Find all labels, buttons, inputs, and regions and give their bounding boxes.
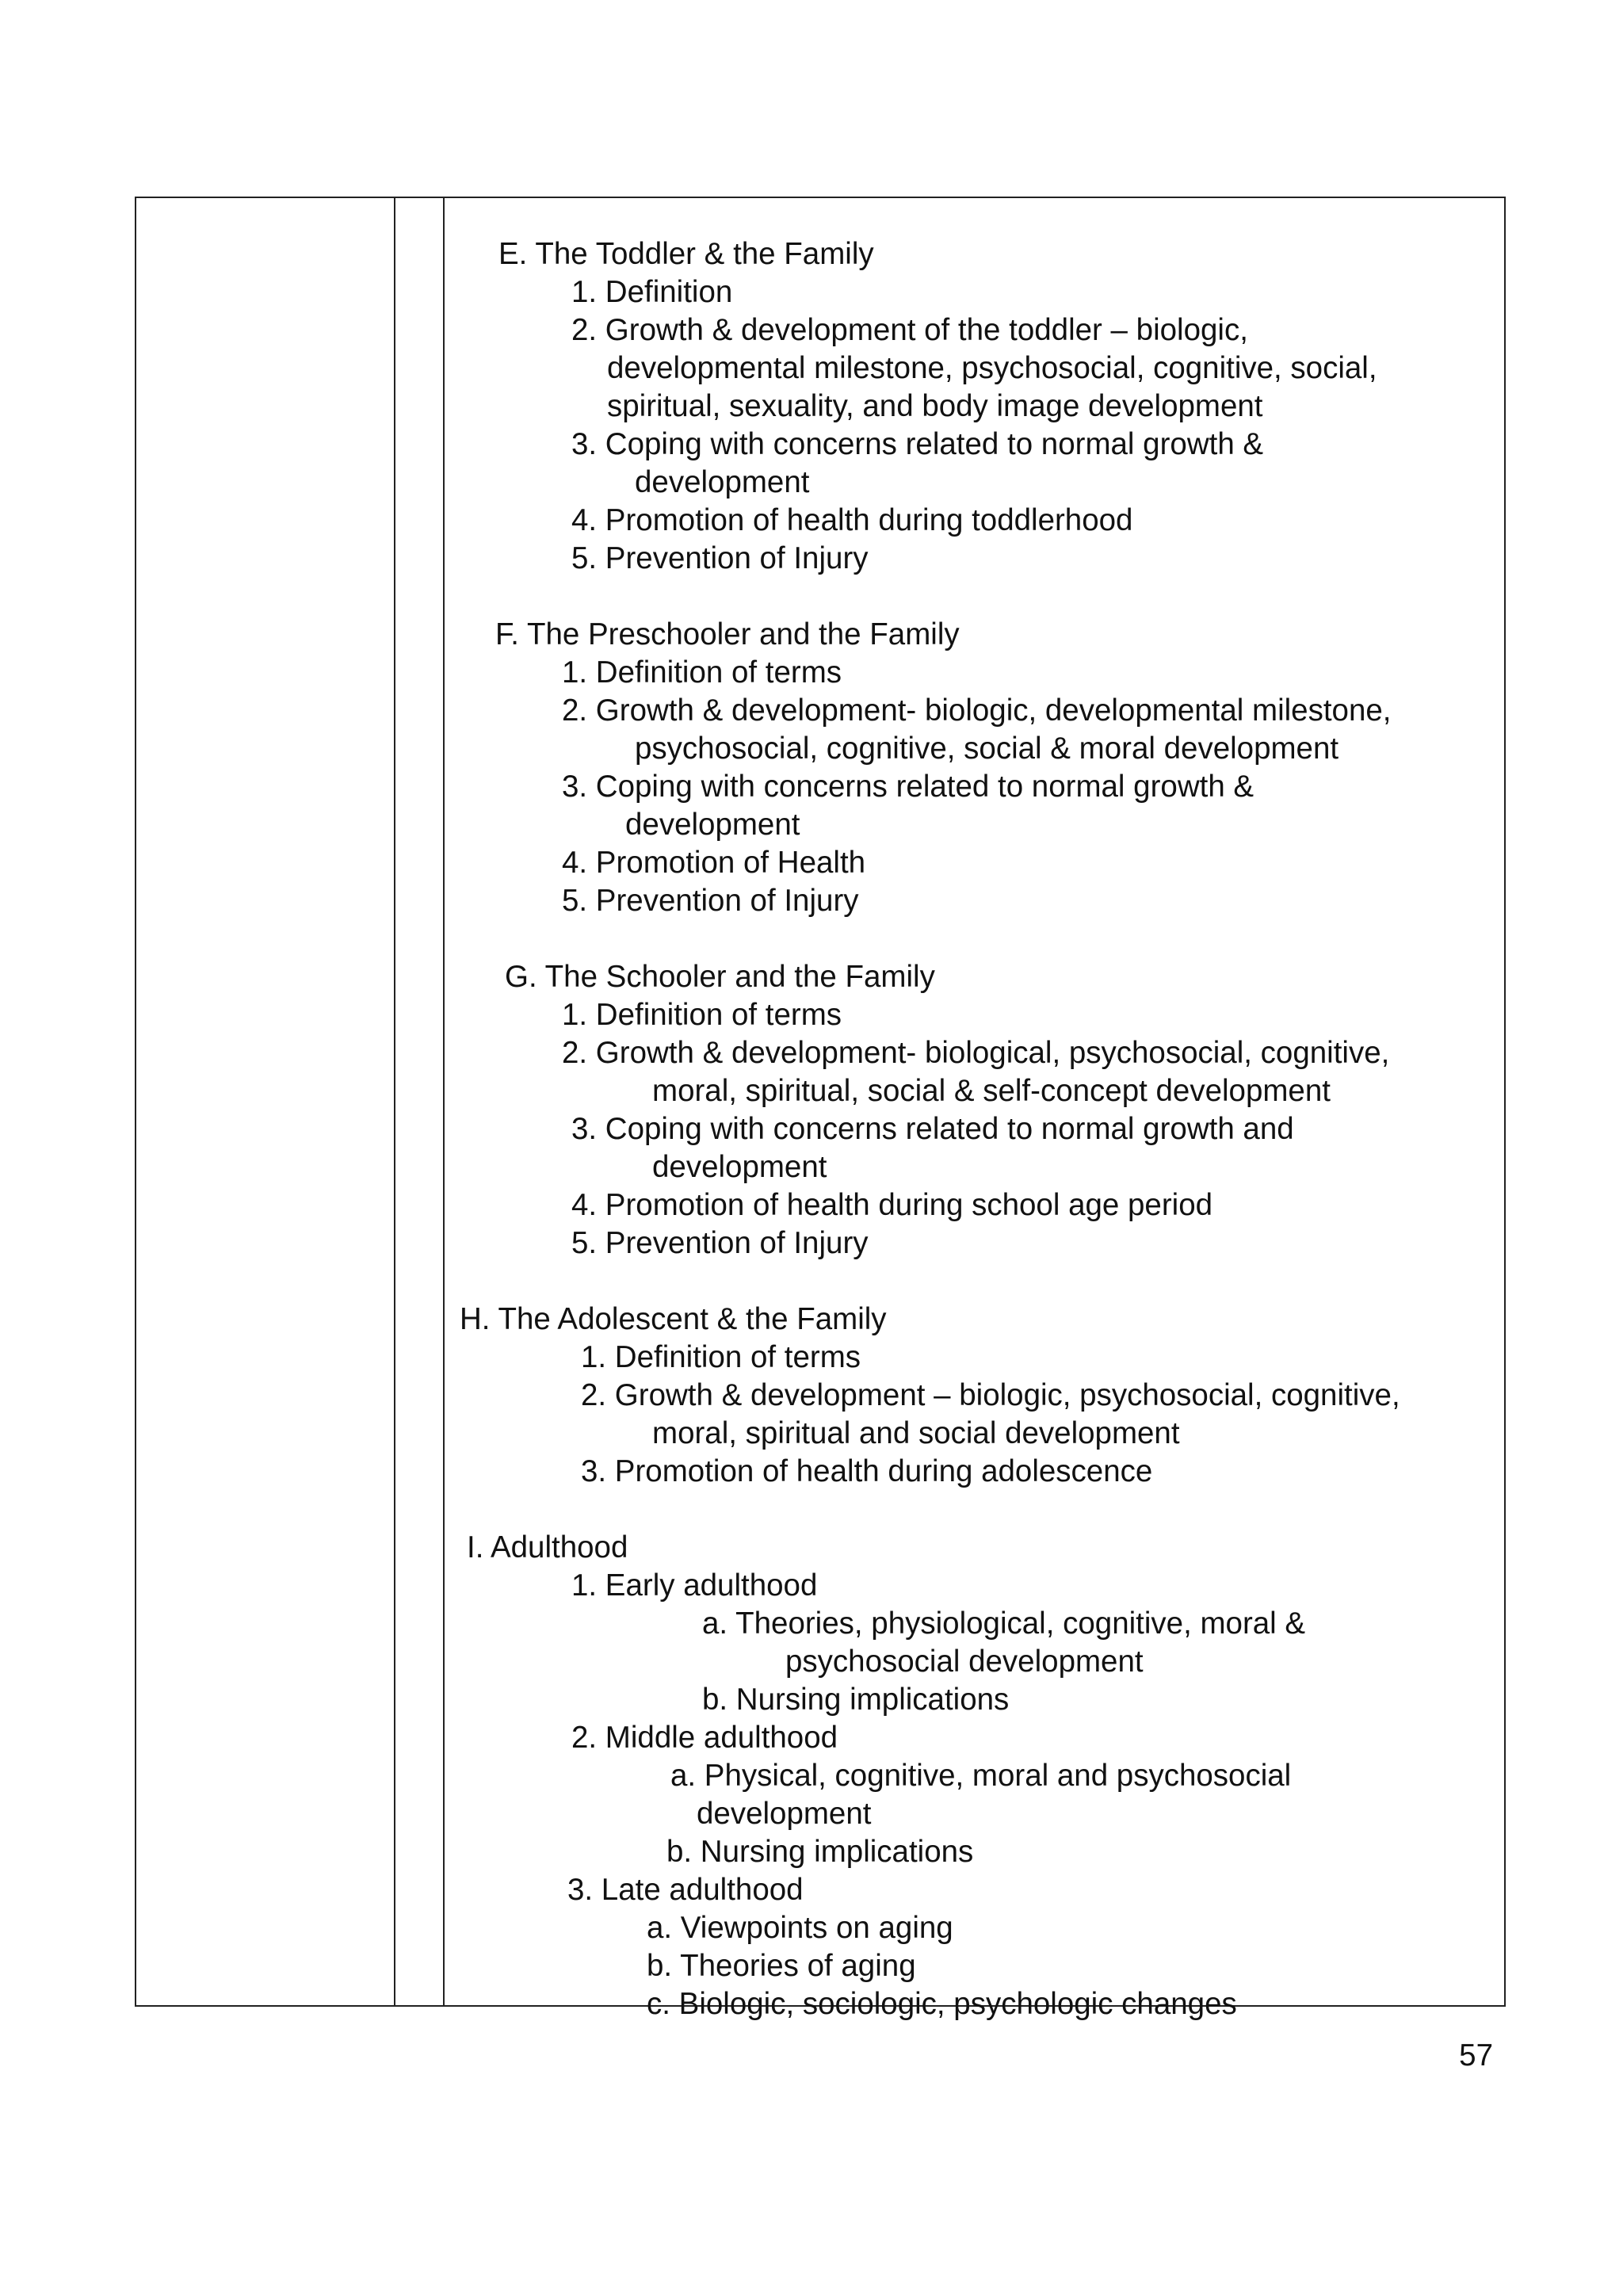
outline-table <box>135 197 1506 2021</box>
outline-subitem-continuation: psychosocial development <box>785 1645 1144 1679</box>
outline-subitem-continuation: development <box>697 1797 872 1831</box>
section-heading-e: E. The Toddler & the Family <box>498 237 874 271</box>
outline-item: 2. Growth & development – biologic, psychosocial, cognitive, <box>581 1378 1400 1412</box>
outline-item: 1. Definition <box>571 275 733 309</box>
outline-subitem: a. Viewpoints on aging <box>647 1911 953 1945</box>
content-cell <box>445 198 1504 2021</box>
outline-item: 2. Growth & development- biologic, developmental milestone, <box>562 693 1392 728</box>
section-heading-h: H. The Adolescent & the Family <box>460 1302 887 1336</box>
outline-item-continuation: development <box>652 1150 827 1184</box>
outline-item: 5. Prevention of Injury <box>571 1226 869 1260</box>
outline-subitem: a. Theories, physiological, cognitive, moral & <box>702 1606 1306 1641</box>
outline-item: 3. Coping with concerns related to normal growth & <box>562 770 1254 804</box>
outline-item-continuation: developmental milestone, psychosocial, cognitive, social, <box>607 351 1377 385</box>
outline-item: 2. Growth & development of the toddler – biologic, <box>571 313 1248 347</box>
outline-item: 3. Promotion of health during adolescence <box>581 1454 1153 1488</box>
outline-item: 2. Middle adulthood <box>571 1721 838 1755</box>
outline-item-continuation: development <box>635 465 810 499</box>
outline-item-continuation: spiritual, sexuality, and body image development <box>607 389 1263 423</box>
outline-item: 3. Late adulthood <box>567 1873 804 1907</box>
table-cell-empty-1 <box>136 198 394 2005</box>
outline-item: 4. Promotion of Health <box>562 846 866 880</box>
outline-subitem: c. Biologic, sociologic, psychologic changes <box>647 1987 1237 2021</box>
section-heading-i: I. Adulthood <box>467 1530 628 1564</box>
section-heading-f: F. The Preschooler and the Family <box>495 617 960 651</box>
outline-item-continuation: moral, spiritual and social development <box>652 1416 1180 1450</box>
outline-item: 5. Prevention of Injury <box>562 884 859 918</box>
outline-item: 1. Definition of terms <box>562 655 842 690</box>
outline-item-continuation: psychosocial, cognitive, social & moral development <box>635 732 1339 766</box>
outline-subitem: b. Nursing implications <box>666 1835 974 1869</box>
outline-subitem: a. Physical, cognitive, moral and psychosocial <box>670 1759 1292 1793</box>
table-cell-empty-2 <box>395 198 443 2005</box>
outline-item-continuation: moral, spiritual, social & self-concept development <box>652 1074 1331 1108</box>
outline-item: 5. Prevention of Injury <box>571 541 869 575</box>
outline-item: 2. Growth & development- biological, psychosocial, cognitive, <box>562 1036 1390 1070</box>
outline-item: 3. Coping with concerns related to normal growth and <box>571 1112 1294 1146</box>
outline-subitem: b. Nursing implications <box>702 1683 1010 1717</box>
outline-item: 1. Early adulthood <box>571 1568 818 1603</box>
outline-item: 1. Definition of terms <box>562 998 842 1032</box>
outline-item: 4. Promotion of health during school age period <box>571 1188 1213 1222</box>
outline-item: 1. Definition of terms <box>581 1340 861 1374</box>
section-heading-g: G. The Schooler and the Family <box>505 960 935 994</box>
outline-item-continuation: development <box>625 808 800 842</box>
outline-item: 4. Promotion of health during toddlerhood <box>571 503 1133 537</box>
outline-item: 3. Coping with concerns related to normal growth & <box>571 427 1264 461</box>
outline-subitem: b. Theories of aging <box>647 1949 916 1983</box>
page-number: 57 <box>1459 2038 1493 2073</box>
